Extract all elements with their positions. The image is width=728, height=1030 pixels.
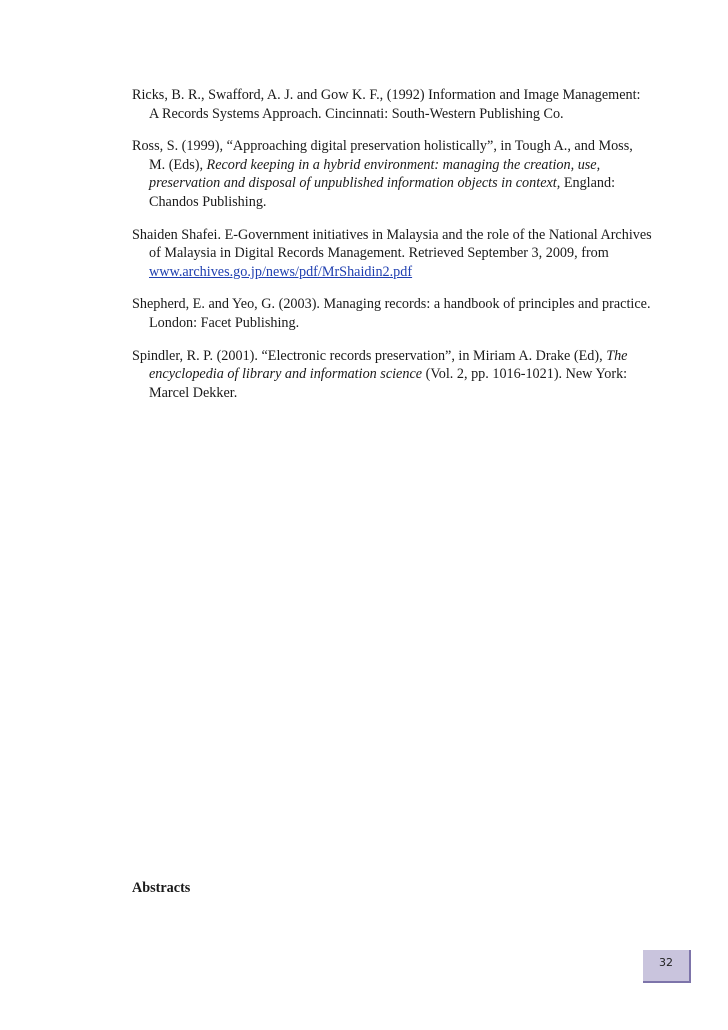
- reference-url-link[interactable]: www.archives.go.jp/news/pdf/MrShaidin2.pdf: [149, 263, 413, 280]
- reference-text: Shaiden Shafei. E-Government initiatives in Malaysia and the role of the National Archives of Malaysia in Digital Records Management. Retrieved September 3, 2009, from: [132, 226, 652, 262]
- reference-text: Ricks, B. R., Swafford, A. J. and Gow K. F., (1992) Information and Image Management: A Records Systems Approach. Cincinnati: South-Western Publishing Co.: [132, 87, 641, 122]
- reference-title-italic: Record keeping in a hybrid environment: managing the creation, use, preservation and disposal of unpublished information objects in context,: [149, 156, 601, 192]
- reference-entry: [132, 86, 652, 123]
- reference-text: (Vol. 2, pp. 1016-1021). New York: Marcel Dekker.: [149, 366, 628, 401]
- reference-text: England: Chandos Publishing.: [149, 175, 616, 210]
- section-heading: Abstracts: [132, 880, 191, 896]
- reference-entry: [132, 226, 652, 282]
- page-number: 32: [659, 956, 673, 969]
- reference-title-italic: The encyclopedia of library and information science: [149, 347, 628, 383]
- reference-list: [132, 86, 652, 416]
- page-number-badge: [643, 950, 691, 983]
- reference-entry: [132, 347, 652, 403]
- reference-text: Spindler, R. P. (2001). “Electronic records preservation”, in Miriam A. Drake (Ed),: [132, 347, 607, 364]
- reference-entry: [132, 295, 652, 332]
- reference-text: Shepherd, E. and Yeo, G. (2003). Managing records: a handbook of principles and practice. London: Facet Publishing.: [132, 296, 651, 331]
- reference-entry: [132, 137, 652, 211]
- reference-text: Ross, S. (1999), “Approaching digital preservation holistically”, in Tough A., and Moss, M. (Eds),: [132, 138, 633, 173]
